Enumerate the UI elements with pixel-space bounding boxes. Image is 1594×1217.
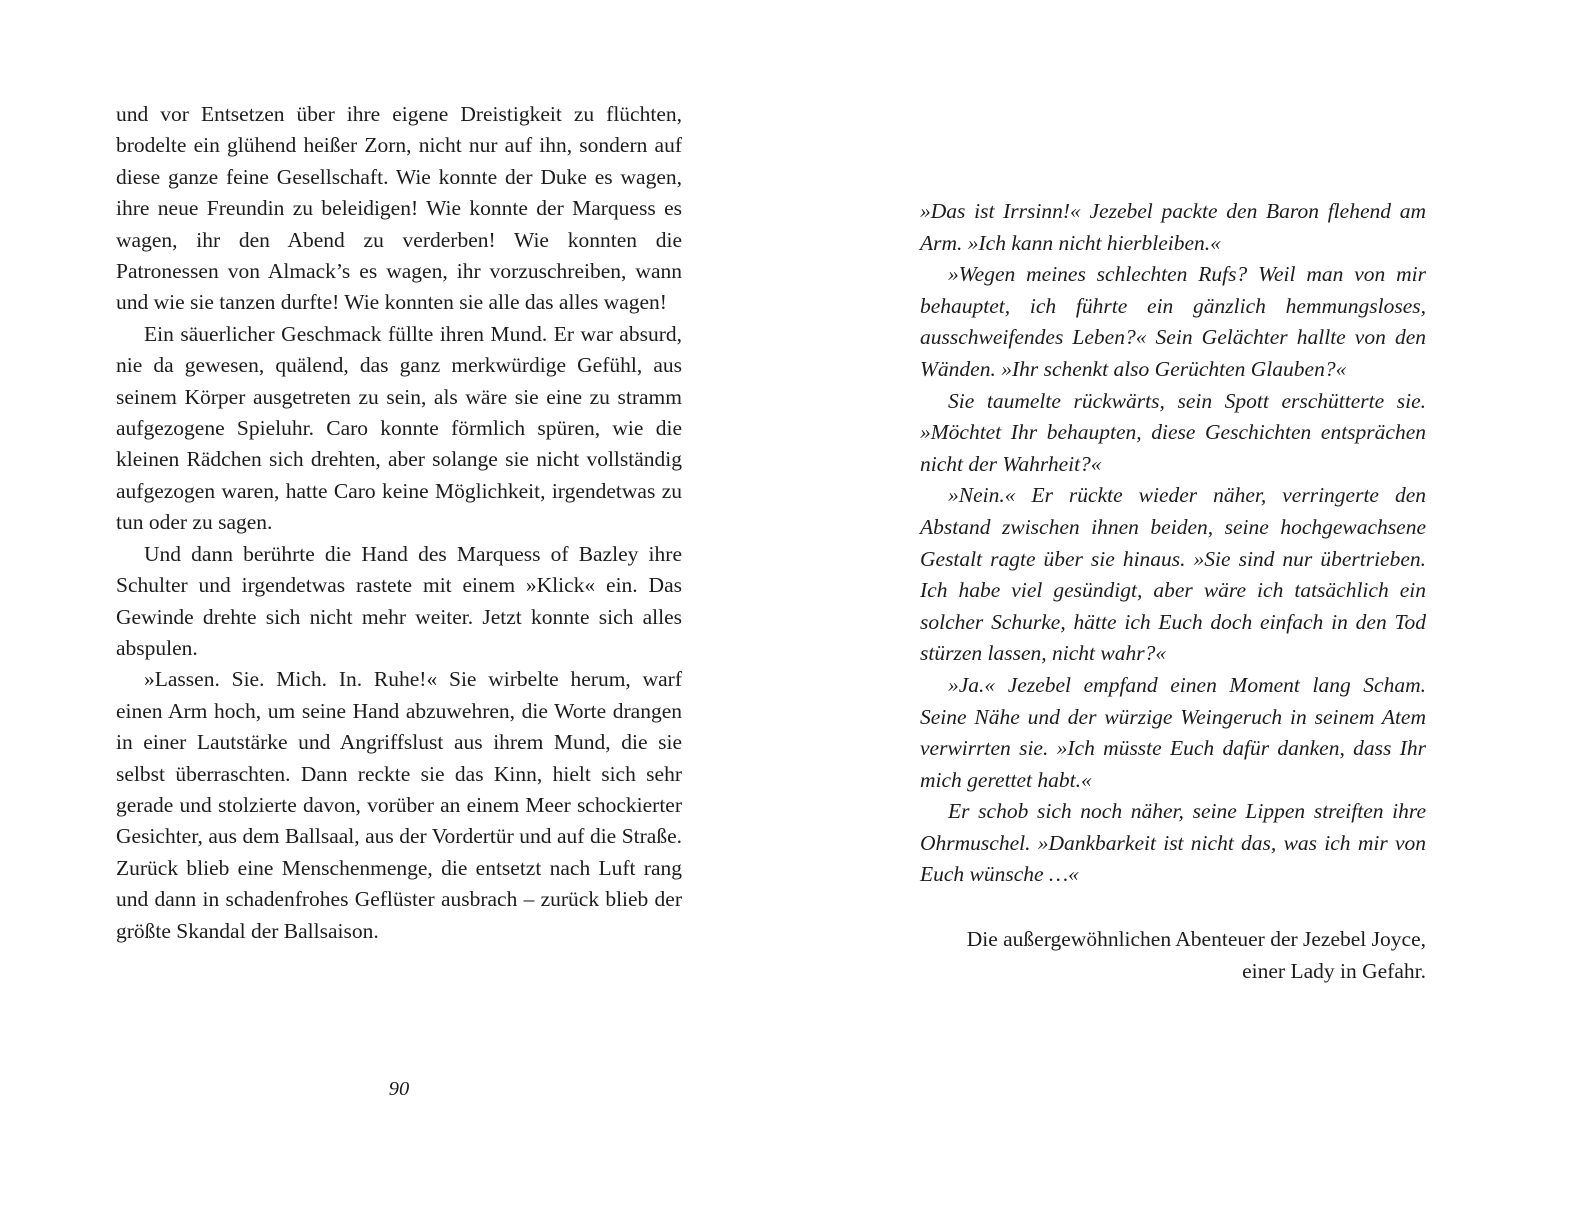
right-page-text [920,196,1426,987]
paragraph: »Wegen meines schlechten Rufs? Weil man von mir behauptet, ich führte ein gänzlich hemmungsloses, ausschweifendes Leben?« Sein Gelächter hallte von den Wänden. »Ihr schenkt also Gerüchten Glauben?« [920,262,1426,381]
paragraph: »Ja.« Jezebel empfand einen Moment lang Scham. Seine Nähe und der würzige Weingeruch in seinem Atem verwirrten sie. »Ich müsste Euch dafür danken, dass Ihr mich gerettet habt.« [920,672,1426,792]
paragraph: und vor Entsetzen über ihre eigene Dreistigkeit zu flüchten, brodelte ein glühend heißer Zorn, nicht nur auf ihn, sondern auf diese ganze feine Gesellschaft. Wie konnte der Duke es wagen, ihre neue Freundin zu beleidigen! Wie konnte der Marquess es wagen, ihr den Abend zu verderben! Wie konnten die Patronessen von Almack’s es wagen, ihr vorzuschreiben, wann und wie sie tanzen durfte! Wie konnten sie alle das alles wagen! [116,102,682,315]
paragraph: Und dann berührte die Hand des Marquess of Bazley ihre Schulter und irgendetwas rastete mit einem »Klick« ein. Das Gewinde drehte sich nicht mehr weiter. Jetzt konnte sich alles abspulen. [116,541,682,660]
closing-attribution [920,924,1426,987]
paragraph: Ein säuerlicher Geschmack füllte ihren Mund. Er war absurd, nie da gewesen, quälend, das ganz merkwürdige Gefühl, aus seinem Körper ausgetreten zu sein, als wäre sie eine zu stramm aufgezogene Spieluhr. Caro konnte förmlich spüren, wie die kleinen Rädchen sich drehten, aber solange sie nicht vollständig aufgezogen waren, hatte Caro keine Möglichkeit, irgendetwas zu tun oder zu sagen. [116,321,682,535]
paragraph: Er schob sich noch näher, seine Lippen streiften ihre Ohrmuschel. »Dankbarkeit ist nicht das, was ich mir von Euch wünsche …« [920,799,1426,887]
closing-attribution-line: Die außergewöhnlichen Abenteuer der Jezebel Joyce, [966,927,1426,952]
paragraph: »Nein.« Er rückte wieder näher, verringerte den Abstand zwischen ihnen beiden, seine hochgewachsene Gestalt ragte über sie hinaus. »Sie sind nur übertrieben. Ich habe viel gesündigt, aber wäre ich tatsächlich ein solcher Schurke, hätte ich Euch doch einfach in den Tod stürzen lassen, nicht wahr?« [920,483,1426,666]
closing-attribution-line: einer Lady in Gefahr. [1242,958,1426,983]
paragraph: »Das ist Irrsinn!« Jezebel packte den Baron flehend am Arm. »Ich kann nicht hierbleiben.« [920,199,1426,255]
left-page-text [116,99,682,947]
page-number: 90 [388,1078,410,1100]
paragraph: »Lassen. Sie. Mich. In. Ruhe!« Sie wirbelte herum, warf einen Arm hoch, um seine Hand abzuwehren, die Worte drangen in einer Lautstärke und Angriffslust aus ihrem Mund, die sie selbst überraschten. Dann reckte sie das Kinn, hielt sich sehr gerade und stolzierte davon, vorüber an einem Meer schockierter Gesichter, aus dem Ballsaal, aus der Vordertür und auf die Straße. Zurück blieb eine Menschenmenge, die entsetzt nach Luft rang und dann in schadenfrohes Geflüster ausbrach – zurück blieb der größte Skandal der Ballsaison. [116,667,682,943]
paragraph: Sie taumelte rückwärts, sein Spott erschütterte sie. »Möchtet Ihr behaupten, diese Geschichten entsprächen nicht der Wahrheit?« [920,388,1426,476]
